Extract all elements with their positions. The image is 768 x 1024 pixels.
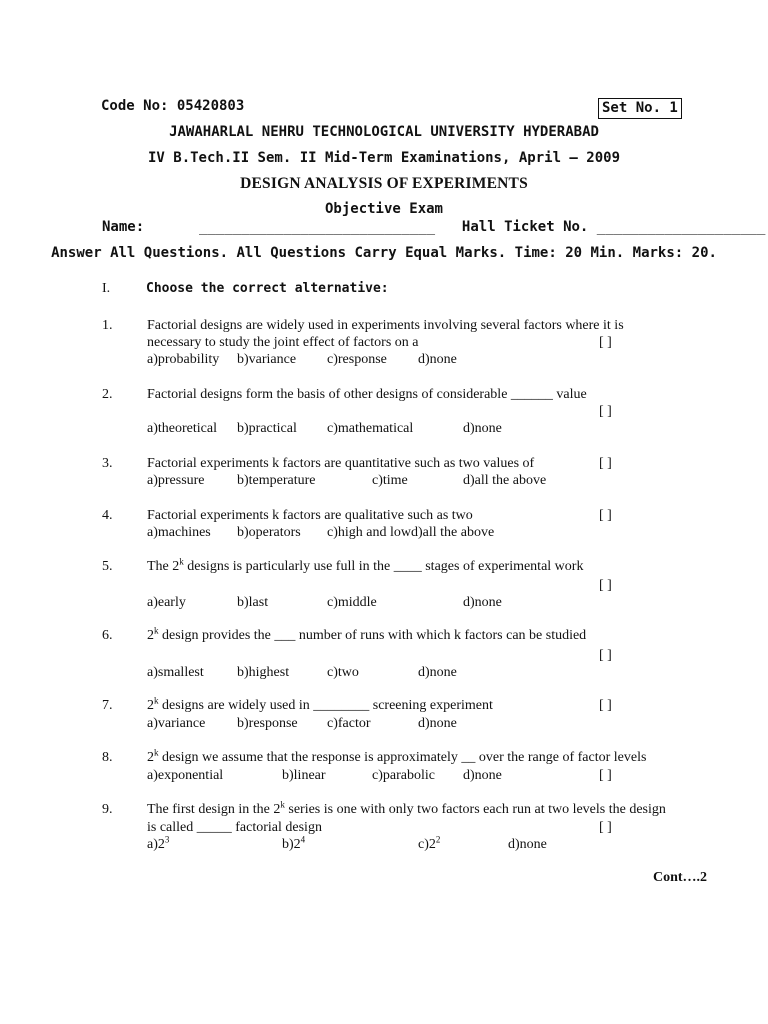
option-b: $b)2^4$	[282, 834, 306, 852]
question-text: 2$^k$ designs are widely used in ________ screening experiment	[147, 695, 493, 713]
code-number: Code No: 05420803	[101, 98, 245, 114]
option-c: c)two	[327, 665, 359, 680]
option-c: c)factor	[327, 716, 371, 731]
option-b: b)highest	[237, 665, 290, 680]
option-c: c)middle	[327, 595, 377, 610]
option-c: c)parabolic	[372, 768, 435, 783]
exam-type: Objective Exam	[324, 201, 443, 217]
option-a: a)probability	[147, 352, 220, 367]
option-a: a)early	[147, 595, 186, 610]
answer-bracket: [ ]	[599, 820, 612, 835]
option-c-d: c)high and lowd)all the above	[327, 525, 495, 540]
question-text: Factorial designs form the basis of other designs of considerable ______ value	[147, 387, 587, 402]
option-a: $a)2^3$	[147, 834, 170, 852]
question-text: Factorial designs are widely used in experiments involving several factors where it is	[147, 318, 624, 333]
question-text-line2: is called _____ factorial design	[147, 820, 322, 835]
question-number: 7.	[102, 698, 113, 713]
option-d: d)none	[418, 352, 457, 367]
exam-semester-line: IV B.Tech.II Sem. II Mid-Term Examinations, April – 2009	[147, 150, 620, 166]
option-b: b)response	[237, 716, 298, 731]
option-d: d)all the above	[463, 473, 547, 488]
question-text-line2: necessary to study the joint effect of factors on a	[147, 335, 419, 350]
option-b: b)temperature	[237, 473, 316, 488]
section-title: Choose the correct alternative:	[146, 281, 389, 296]
question-text: Factorial experiments k factors are qualitative such as two	[147, 508, 473, 523]
question-text: The 2$^k$ designs is particularly use full in the ____ stages of experimental work	[147, 556, 584, 574]
answer-bracket: [ ]	[599, 335, 612, 350]
hall-ticket-blank: ____________________	[596, 219, 766, 235]
hall-ticket-label: Hall Ticket No.	[461, 219, 589, 235]
option-a: a)exponential	[147, 768, 224, 783]
option-a: a)machines	[147, 525, 211, 540]
option-d: d)none	[463, 768, 502, 783]
answer-bracket: [ ]	[599, 456, 612, 471]
option-d: d)none	[508, 837, 547, 852]
question-number: 1.	[102, 318, 113, 333]
answer-bracket: [ ]	[599, 768, 612, 783]
option-a: a)smallest	[147, 665, 204, 680]
name-label: Name:	[102, 219, 145, 235]
name-blank: ____________________________	[199, 219, 436, 235]
question-text: Factorial experiments k factors are quantitative such as two values of	[147, 456, 535, 471]
question-number: 6.	[102, 628, 113, 643]
option-b: b)operators	[237, 525, 301, 540]
option-c: $c)2^2$	[418, 834, 441, 852]
university-name: JAWAHARLAL NEHRU TECHNOLOGICAL UNIVERSITY HYDERABAD	[169, 124, 599, 140]
continued-marker: Cont….2	[653, 870, 708, 885]
option-c: c)mathematical	[327, 421, 414, 436]
option-b: b)linear	[282, 768, 326, 783]
option-a: a)variance	[147, 716, 206, 731]
question-text: 2$^k$ design we assume that the response is approximately __ over the range of factor levels	[147, 747, 647, 765]
question-number: 5.	[102, 559, 113, 574]
subject-title: DESIGN ANALYSIS OF EXPERIMENTS	[240, 175, 528, 192]
question-number: 8.	[102, 750, 113, 765]
option-c: c)time	[372, 473, 408, 488]
question-text: The first design in the 2$^k$ series is one with only two factors each run at two levels the design	[147, 799, 666, 817]
question-text: 2$^k$ design provides the ___ number of runs with which k factors can be studied	[147, 625, 587, 643]
option-a: a)theoretical	[147, 421, 217, 436]
set-number-box: Set No. 1	[598, 98, 682, 119]
option-d: d)none	[418, 716, 457, 731]
question-number: 2.	[102, 387, 113, 402]
instructions: Answer All Questions. All Questions Carry Equal Marks. Time: 20 Min. Marks: 20.	[51, 245, 717, 261]
option-d: d)none	[463, 421, 502, 436]
answer-bracket: [ ]	[599, 698, 612, 713]
answer-bracket: [ ]	[599, 508, 612, 523]
answer-bracket: [ ]	[599, 404, 612, 419]
question-number: 3.	[102, 456, 113, 471]
question-number: 4.	[102, 508, 113, 523]
question-number: 9.	[102, 802, 113, 817]
option-b: b)last	[237, 595, 269, 610]
option-d: d)none	[418, 665, 457, 680]
section-number: I.	[102, 281, 111, 296]
option-b: b)practical	[237, 421, 297, 436]
answer-bracket: [ ]	[599, 578, 612, 593]
answer-bracket: [ ]	[599, 648, 612, 663]
name-hallticket-row	[102, 219, 765, 235]
option-d: d)none	[463, 595, 502, 610]
option-c: c)response	[327, 352, 387, 367]
option-a: a)pressure	[147, 473, 205, 488]
option-b: b)variance	[237, 352, 297, 367]
